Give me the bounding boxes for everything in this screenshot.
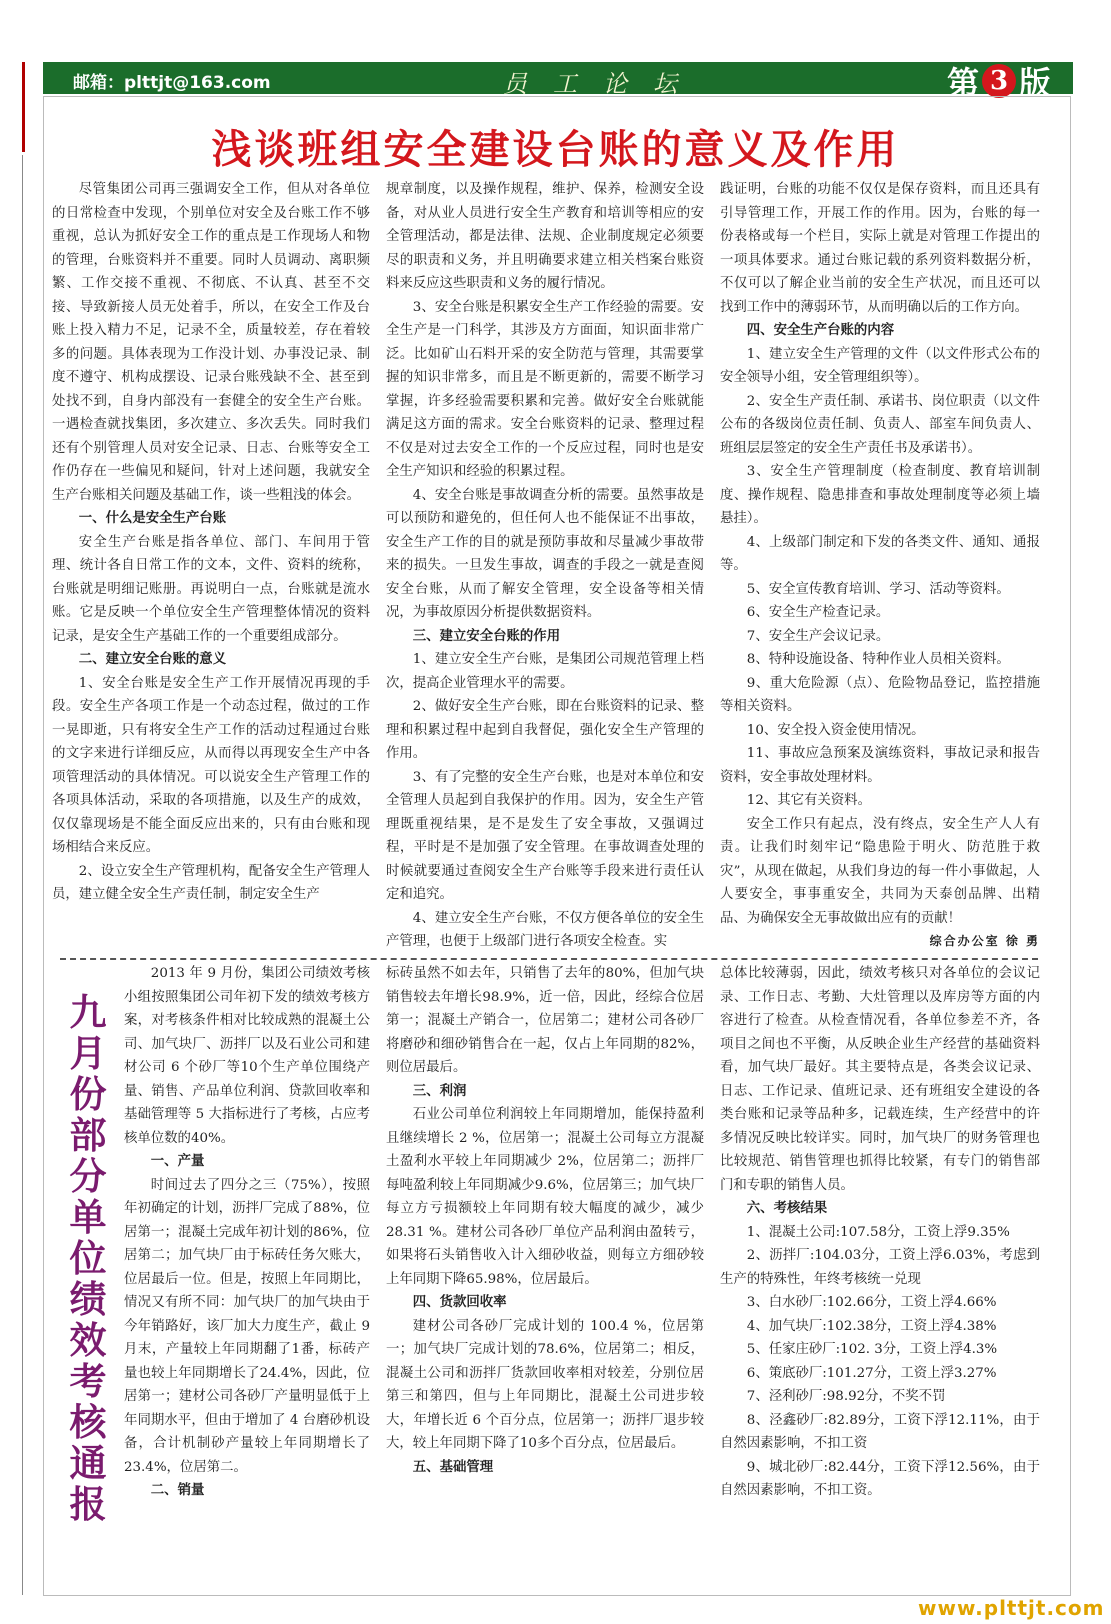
paragraph: 2、安全生产责任制、承诺书、岗位职责（以文件公布的各级岗位责任制、负责人、部室车间负责人、班组层层签定的安全生产责任书及承诺书）。 (720, 393, 1040, 456)
paragraph: 1、混凝土公司:107.58分，工资上浮9.35% (746, 1224, 1010, 1240)
section-heading: 一、什么是安全生产台账 (78, 511, 227, 526)
paragraph: 总体比较薄弱，因此，绩效考核只对各单位的会议记录、工作日志、考勤、大灶管理以及库房等方面的内容进行了检查。从检查情况看，各单位参差不齐，各项目之间也不平衡，从反映企业生产经营的基础资料看，加气块厂最好。其主要特点是，各类会议记录、日志、工作记录、值班记录、还有班组安全建设的各类台账和记录等品种多，记载连续，生产经营中的许多情况反映比较详实。同时，加气块厂的财务管理也比较规范、销售管理也抓得比较紧，有专门的销售部门和专职的销售人员。 (720, 966, 1040, 1193)
paragraph: 10、安全投入资金使用情况。 (746, 722, 925, 738)
paragraph: 2013 年 9 月份，集团公司绩效考核小组按照集团公司年初下发的绩效考核方案，对考核条件相对比较成熟的混凝土公司、加气块厂、沥拌厂以及石业公司和建材公司 6 个砂厂等10个生产单位围绕产量、销售、产品单位利润、贷款回收率和基础管理等 5 大指标进行了考核，占应考核单位数的40%。 (124, 966, 370, 1146)
site-watermark: www.plttjt.com (918, 1596, 1105, 1620)
page-header-bar (43, 62, 1073, 102)
section-heading: 五、基础管理 (412, 1459, 494, 1475)
article2-column-1 (124, 962, 370, 1540)
article1-column-3 (720, 178, 1040, 958)
section-heading: 三、建立安全台账的作用 (412, 628, 561, 644)
paragraph: 9、城北砂厂:82.44分，工资下浮12.56%，由于自然因素影响，不扣工资。 (720, 1459, 1040, 1498)
article1-title: 浅谈班组安全建设台账的意义及作用 (211, 127, 900, 173)
edition-suffix: 版 (1018, 64, 1051, 102)
header-section-title: 员工论坛 (503, 70, 703, 98)
paragraph: 2、做好安全生产台账，即在台账资料的记录、整理和积累过程中起到自我督促，强化安全生产管理的作用。 (386, 699, 704, 761)
paragraph: 7、安全生产会议记录。 (746, 628, 890, 644)
paragraph: 6、策底砂厂:101.27分，工资上浮3.27% (746, 1365, 997, 1381)
paragraph: 规章制度，以及操作规程，维护、保养，检测安全设备，对从业人员进行安全生产教育和培训等相应的安全管理活动，都是法律、法规、企业制度规定必须要尽的职责和义务，并且明确要求建立相关档案台账资料来反应这些职责和义务的履行情况。 (386, 182, 704, 291)
paragraph: 3、有了完整的安全生产台账，也是对本单位和安全管理人员起到自我保护的作用。因为，安全生产管理既重视结果，是不是发生了安全事故，又强调过程，平时是不是加强了安全管理。在事故调查处理的时候就要通过查阅安全生产台账等手段来进行责任认定和追究。 (386, 769, 704, 902)
paragraph: 1、安全台账是安全生产工作开展情况再现的手段。安全生产各项工作是一个动态过程，做过的工作一晃即逝，只有将安全生产工作的活动过程通过台账的文字来进行详细反应，从而得以再现安全生产中各项管理活动的具体情况。可以说安全生产管理工作的各项具体活动，采取的各项措施，以及生产的成效，仅仅靠现场是不能全面反应出来的，只有由台账和现场相结合来反应。 (52, 675, 370, 855)
section-heading: 三、利润 (412, 1083, 467, 1099)
paragraph: 践证明，台账的功能不仅仅是保存资料，而且还具有引导管理工作，开展工作的作用。因为，台账的每一份表格或每一个栏目，实际上就是对管理工作提出的一项具体要求。通过台账记载的系列资料数据分析，不仅可以了解企业当前的安全生产状况，而且还可以找到工作中的薄弱环节，从而明确以后的工作方向。 (720, 182, 1040, 315)
edition-number-badge: 3 (982, 64, 1016, 98)
paragraph: 5、任家庄砂厂:102. 3分，工资上浮4.3% (746, 1342, 998, 1357)
paragraph: 3、白水砂厂:102.66分，工资上浮4.66% (746, 1295, 997, 1310)
paragraph: 安全生产台账是指各单位、部门、车间用于管理、统计各自日常工作的文本，文件、资料的统称，台账就是明细记账册。再说明白一点，台账就是流水账。它是反映一个单位安全生产管理整体情况的资料记录，是安全生产基础工作的一个重要组成部分。 (52, 534, 370, 644)
article2-column-3 (720, 962, 1040, 1540)
paragraph: 12、其它有关资料。 (746, 793, 871, 808)
paragraph: 1、建立安全生产台账，是集团公司规范管理上档次，提高企业管理水平的需要。 (386, 652, 704, 691)
paragraph: 6、安全生产检查记录。 (746, 605, 890, 620)
article1-column-2 (386, 178, 704, 949)
section-heading: 四、货款回收率 (412, 1295, 507, 1310)
section-divider (60, 958, 1038, 960)
paragraph: 2、沥拌厂:104.03分，工资上浮6.03%，考虑到生产的特殊性，年终考核统一兑现 (720, 1248, 1040, 1287)
paragraph: 8、特种设施设备、特种作业人员相关资料。 (746, 652, 1010, 667)
article2-column-2 (386, 962, 704, 1540)
paragraph: 3、安全生产管理制度（检查制度、教育培训制度、操作规程、隐患排查和事故处理制度等必须上墙悬挂）。 (720, 464, 1040, 526)
paragraph: 7、泾利砂厂:98.92分，不奖不罚 (746, 1389, 946, 1404)
paragraph: 5、安全宣传教育培训、学习、活动等资料。 (746, 581, 1010, 597)
article-author: 综合办公室 徐 勇 (929, 934, 1040, 948)
article1-column-1 (52, 178, 370, 930)
paragraph: 标砖虽然不如去年，只销售了去年的80%，但加气块销售较去年增长98.9%，近一倍，因此，经综合位居第一；混凝土产销合一，位居第二；建材公司各砂厂将磨砂和细砂销售合在一起，仅占上年同期的82%，则位居最后。 (386, 966, 704, 1075)
paragraph: 尽管集团公司再三强调安全工作，但从对各单位的日常检查中发现，个别单位对安全及台账工作不够重视，总认为抓好安全工作的重点是工作现场人和物的管理，台账资料并不重要。同时人员调动、离职频繁、工作交接不重视、不彻底、不认真、甚至不交接、导致新接人员无处着手，所以，在安全工作及台账上投入精力不足，记录不全，质量较差，存在着较多的问题。具体表现为工作没计划、办事没记录、制度不遵守、机构成摆设、记录台账残缺不全、甚至到处找不到，自身内部没有一套健全的安全生产台账。一遇检查就找集团，多次建立、多次丢失。同时我们还有个别管理人员对安全记录、日志、台账等安全工作仍存在一些偏见和疑问，针对上述问题，我就安全生产台账相关问题及基础工作，谈一些粗浅的体会。 (52, 182, 370, 503)
paragraph: 3、安全台账是积累安全生产工作经验的需要。安全生产是一门科学，其涉及方方面面，知识面非常广泛。比如矿山石料开采的安全防范与管理，其需要掌握的知识非常多，而且是不断更新的，需要不断学习掌握，许多经验需要积累和完善。做好安全台账就能满足这方面的需求。安全台账资料的记录、整理过程不仅是对过去安全工作的一个反应过程，同时也是安全生产知识和经验的积累过程。 (386, 299, 704, 479)
section-heading: 二、建立安全台账的意义 (78, 652, 227, 667)
left-gray-rule (22, 155, 23, 1595)
paragraph: 建材公司各砂厂完成计划的 100.4 %，位居第一；加气块厂完成计划的78.6%，位居第二；相反，混凝土公司和沥拌厂货款回收率相对较差，分别位居第三和第四，但与上年同期比，混凝土公司进步较大，年增长近 6 个百分点，位居第一；沥拌厂退步较大，较上年同期下降了10多个百分点，位居最后。 (386, 1318, 704, 1451)
section-heading: 四、安全生产台账的内容 (746, 323, 895, 338)
header-email: 邮箱：plttjt@163.com (73, 73, 271, 93)
paragraph: 石业公司单位利润较上年同期增加，能保持盈利且继续增长 2 %，位居第一；混凝土公司每立方混凝土盈利水平较上年同期减少 2%，位居第二；沥拌厂每吨盈利较上年同期减少9.6%，位居第三；加气块厂每立方亏损额较上年同期有较大幅度的减少，减少 28.31 %。建材公司各砂厂单位产品利润由盈转亏，如果将石头销售收入计入细砂收益，则每立方细砂较上年同期下降65.98%，位居最后。 (386, 1107, 704, 1287)
paragraph: 4、建立安全生产台账，不仅方便各单位的安全生产管理，也便于上级部门进行各项安全检查。实 (386, 910, 704, 949)
paragraph: 8、泾鑫砂厂:82.89分，工资下浮12.11%，由于自然因素影响，不扣工资 (720, 1412, 1040, 1451)
paragraph: 4、安全台账是事故调查分析的需要。虽然事故是可以预防和避免的，但任何人也不能保证不出事故，安全生产工作的目的就是预防事故和尽量减少事故带来的损失。一旦发生事故，调查的手段之一就是查阅安全台账，从而了解安全管理，安全设备等相关情况，为事故原因分析提供数据资料。 (386, 487, 704, 620)
edition-prefix: 第 (946, 64, 979, 102)
section-heading: 六、考核结果 (746, 1201, 828, 1216)
paragraph: 安全工作只有起点，没有终点，安全生产人人有责。让我们时刻牢记“隐患险于明火、防范胜于救灾”，从现在做起，从我们身边的每一件小事做起，人人要安全，事事重安全，共同为天泰创品牌、出精品、为确保安全无事故做出应有的贡献！ (720, 816, 1040, 926)
paragraph: 时间过去了四分之三（75%），按照年初确定的计划，沥拌厂完成了88%，位居第一；混凝土完成年初计划的86%，位居第二；加气块厂由于标砖任务欠账大，位居最后一位。但是，按照上年同期比，情况又有所不同：加气块厂的加气块由于今年销路好，该厂加大力度生产，截止 9 月末，产量较上年同期翻了1番，标砖产量也较上年同期增长了24.4%，因此，位居第一；建材公司各砂厂产量明显低于上年同期水平，但由于增加了 4 台磨砂机设备，合计机制砂产量较上年同期增长了23.4%，位居第二。 (124, 1177, 370, 1475)
paragraph: 9、重大危险源（点）、危险物品登记，监控措施等相关资料。 (720, 675, 1040, 714)
paragraph: 1、建立安全生产管理的文件（以文件形式公布的安全领导小组，安全管理组织等）。 (720, 346, 1040, 385)
section-heading: 一、产量 (150, 1154, 205, 1169)
paragraph: 4、上级部门制定和下发的各类文件、通知、通报等。 (720, 534, 1040, 573)
section-heading: 二、销量 (150, 1483, 205, 1498)
paragraph: 2、设立安全生产管理机构，配备安全生产管理人员，建立健全安全生产责任制，制定安全生产 (52, 863, 370, 902)
paragraph: 4、加气块厂:102.38分，工资上浮4.38% (746, 1318, 997, 1334)
article2-title: 九月份部分单位绩效考核通报 (69, 991, 107, 1526)
paragraph: 11、事故应急预案及演练资料，事故记录和报告资料，安全事故处理材料。 (720, 746, 1040, 785)
